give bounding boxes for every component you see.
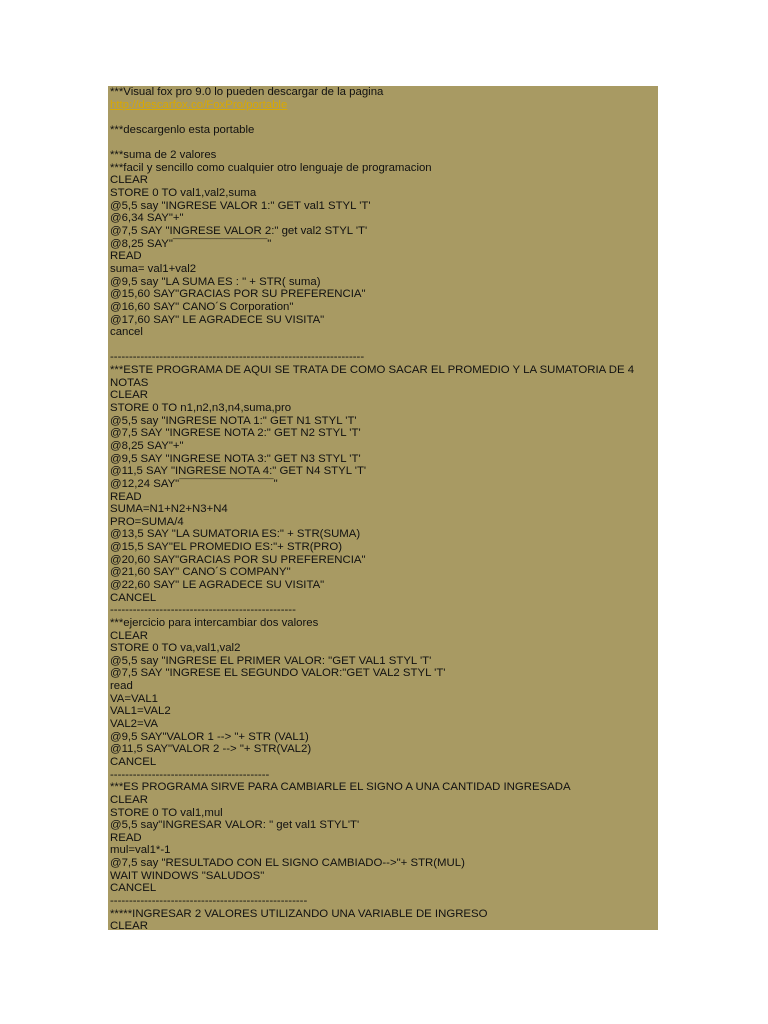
- document-page: [108, 86, 658, 930]
- blank-line: [110, 339, 658, 352]
- code-line: @15,60 SAY"GRACIAS POR SU PREFERENCIA": [110, 288, 366, 301]
- code-line: @5,5 say"INGRESAR VALOR: " get val1 STYL'T': [110, 819, 360, 832]
- code-line: cancel: [110, 326, 143, 339]
- code-line: VAL2=VA: [110, 718, 159, 731]
- code-line: STORE 0 TO val1,val2,suma: [110, 187, 257, 200]
- code-line: ***suma de 2 valores: [110, 149, 217, 162]
- code-line: SUMA=N1+N2+N3+N4: [110, 503, 228, 516]
- code-line: @8,25 SAY"+": [110, 439, 184, 452]
- code-line: CLEAR: [110, 174, 148, 187]
- code-line: @11,5 SAY "INGRESE NOTA 4:" GET N4 STYL 'T': [110, 465, 367, 478]
- code-line: CLEAR: [110, 793, 148, 806]
- code-line: ----------------------------------------------------: [110, 895, 308, 907]
- code-line: ***ejercicio para intercambiar dos valores: [110, 616, 319, 629]
- code-line: PRO=SUMA/4: [110, 515, 184, 528]
- code-line: READ: [110, 250, 142, 263]
- code-line: NOTAS: [110, 376, 149, 389]
- code-line: ***descargenlo esta portable: [110, 123, 255, 136]
- code-line: @8,25 SAY"¯¯¯¯¯¯¯¯¯¯¯¯¯¯¯": [110, 237, 272, 250]
- code-line: @22,60 SAY" LE AGRADECE SU VISITA": [110, 578, 325, 591]
- code-line: CANCEL: [110, 882, 157, 895]
- code-line: @20,60 SAY"GRACIAS POR SU PREFERENCIA": [110, 553, 366, 566]
- code-line: *****INGRESAR 2 VALORES UTILIZANDO UNA VARIABLE DE INGRESO: [110, 907, 488, 920]
- code-line: suma= val1+val2: [110, 262, 197, 275]
- code-line: ***Visual fox pro 9.0 lo pueden descargar de la pagina: [110, 86, 384, 98]
- code-line: READ: [110, 831, 142, 844]
- code-line: mul=val1*-1: [110, 844, 171, 857]
- code-line: @5,5 say "INGRESE EL PRIMER VALOR: "GET VAL1 STYL 'T': [110, 654, 432, 667]
- code-line: @21,60 SAY" CANO´S COMPANY": [110, 566, 291, 579]
- code-line: @5,5 say "INGRESE VALOR 1:" GET val1 STYL 'T': [110, 199, 371, 212]
- blank-line: [110, 137, 658, 150]
- code-line: -------------------------------------------------------------------: [110, 351, 365, 364]
- code-line: read: [110, 680, 133, 693]
- code-line: -------------------------------------------------: [110, 604, 296, 617]
- code-line: @12,24 SAY"¯¯¯¯¯¯¯¯¯¯¯¯¯¯¯": [110, 477, 278, 490]
- code-line: STORE 0 TO va,val1,val2: [110, 642, 241, 655]
- code-line: ***ES PROGRAMA SIRVE PARA CAMBIARLE EL SIGNO A UNA CANTIDAD INGRESADA: [110, 781, 571, 794]
- code-line: CLEAR: [110, 389, 148, 402]
- code-line: VAL1=VAL2: [110, 705, 171, 718]
- code-line: @16,60 SAY" CANO´S Corporation": [110, 300, 294, 313]
- code-line: VA=VAL1: [110, 692, 159, 705]
- code-line: @17,60 SAY" LE AGRADECE SU VISITA": [110, 313, 325, 326]
- code-line: WAIT WINDOWS "SALUDOS": [110, 869, 265, 882]
- code-line: @9,5 SAY "INGRESE NOTA 3:" GET N3 STYL 'T': [110, 452, 361, 465]
- code-line: CANCEL: [110, 755, 157, 768]
- code-line: ------------------------------------------: [110, 768, 270, 781]
- code-line: @13,5 SAY "LA SUMATORIA ES:" + STR(SUMA): [110, 528, 361, 541]
- code-line: @9,5 say "LA SUMA ES : " + STR( suma): [110, 275, 321, 288]
- code-line: @7,5 SAY "INGRESE VALOR 2:" get val2 STYL 'T': [110, 225, 368, 238]
- code-line: @9,5 SAY"VALOR 1 --> "+ STR (VAL1): [110, 730, 309, 743]
- code-line: ***ESTE PROGRAMA DE AQUI SE TRATA DE COMO SACAR EL PROMEDIO Y LA SUMATORIA DE 4: [110, 364, 635, 377]
- code-line: ***facil y sencillo como cualquier otro lenguaje de programacion: [110, 161, 432, 174]
- code-line: CANCEL: [110, 591, 157, 604]
- code-line: @7,5 SAY "INGRESE EL SEGUNDO VALOR:"GET VAL2 STYL 'T': [110, 667, 446, 680]
- blank-line: [110, 111, 658, 124]
- code-line: @7,5 SAY "INGRESE NOTA 2:" GET N2 STYL 'T': [110, 427, 361, 440]
- code-line: @11,5 SAY"VALOR 2 --> "+ STR(VAL2): [110, 743, 312, 756]
- code-line: @6,34 SAY"+": [110, 212, 184, 225]
- code-line: READ: [110, 490, 142, 503]
- code-line: @15,5 SAY"EL PROMEDIO ES:"+ STR(PRO): [110, 541, 343, 554]
- code-line: @7,5 say "RESULTADO CON EL SIGNO CAMBIADO-->"+ STR(MUL): [110, 857, 465, 870]
- code-listing: [110, 86, 658, 930]
- code-line: CLEAR: [110, 920, 148, 930]
- download-link[interactable]: http://descarfox.co/FoxPro/portable: [110, 98, 288, 111]
- code-line: STORE 0 TO n1,n2,n3,n4,suma,pro: [110, 402, 292, 415]
- code-line: @5,5 say "INGRESE NOTA 1:" GET N1 STYL 'T': [110, 414, 357, 427]
- code-line: STORE 0 TO val1,mul: [110, 806, 223, 819]
- code-line: CLEAR: [110, 629, 148, 642]
